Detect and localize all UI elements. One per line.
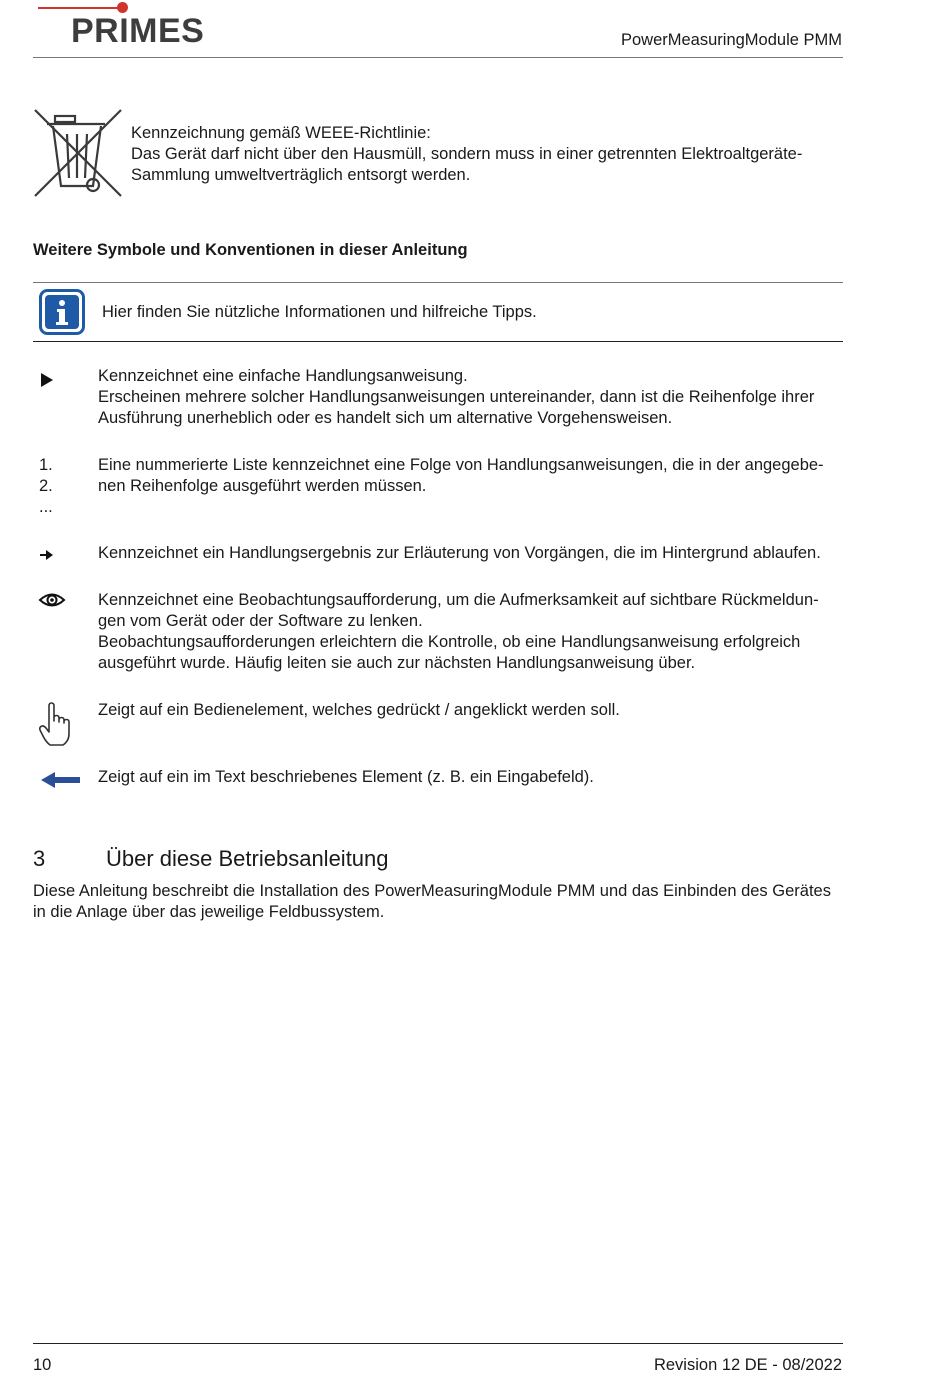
section-heading: Weitere Symbole und Konventionen in dieser Anleitung — [33, 241, 468, 259]
info-box-top-rule — [33, 282, 843, 283]
blue-arrow-left-icon — [41, 771, 81, 789]
pointer-text: Zeigt auf ein Bedienelement, welches gedrückt / angeklickt werden soll. — [98, 701, 620, 719]
revision-label: Revision 12 DE - 08/2022 — [653, 1356, 842, 1374]
chapter-body-text: Diese Anleitung beschreibt die Installation des PowerMeasuringModule PMM und das Einbinden des Gerätes in die Anlage über das jeweilige Feldbussystem. — [33, 882, 831, 921]
logo-wordmark: PRIMES — [71, 12, 205, 50]
numbered-list-text: Eine nummerierte Liste kennzeichnet eine Folge von Handlungsanweisungen, die in der angegebe- nen Reihenfolge ausgeführt werden müssen. — [98, 456, 824, 495]
numbered-list-markers: 1. 2. ... — [39, 456, 53, 516]
header-divider — [33, 57, 843, 58]
small-arrow-right-icon — [40, 546, 54, 558]
crossed-out-wheelie-bin-icon — [33, 108, 125, 200]
triangle-right-icon — [40, 372, 54, 386]
instruction-text: Kennzeichnet eine einfache Handlungsanweisung. Erscheinen mehrere solcher Handlungsanweisungen untereinander, dann ist die Reihenfolge ihrer Ausführung unerheblich oder es handelt sich um alternative Vorgehensweisen. — [98, 367, 815, 427]
info-icon — [39, 289, 85, 335]
observation-text: Kennzeichnet eine Beobachtungsaufforderung, um die Aufmerksamkeit auf sichtbare Rückmeldun- gen vom Gerät oder der Software zu lenken. Beobachtungsaufforderungen erleichtern die Kontrolle, ob eine Handlungsanweisung erfolgreich ausgeführt wurde. Häufig leiten sie auch zur nächsten Handlungsanweisung über. — [98, 591, 819, 672]
chapter-title: Über diese Betriebsanleitung — [106, 846, 389, 871]
info-box-bottom-rule — [33, 341, 843, 342]
weee-notice-text: Kennzeichnung gemäß WEEE-Richtlinie: Das Gerät darf nicht über den Hausmüll, sondern muss in einer getrennten Elektroaltgeräte- Sammlung umweltverträglich entsorgt werden. — [131, 124, 803, 184]
element-pointer-text: Zeigt auf ein im Text beschriebenes Element (z. B. ein Eingabefeld). — [98, 768, 594, 786]
chapter-number: 3 — [33, 846, 46, 871]
page-number: 10 — [33, 1356, 52, 1374]
eye-icon — [38, 591, 66, 609]
result-text: Kennzeichnet ein Handlungsergebnis zur Erläuterung von Vorgängen, die im Hintergrund ablaufen. — [98, 544, 821, 562]
footer-divider — [33, 1343, 843, 1344]
pointing-hand-icon — [37, 701, 75, 747]
info-box-text: Hier finden Sie nützliche Informationen und hilfreiche Tipps. — [102, 303, 537, 321]
logo-accent-line — [38, 7, 118, 9]
document-title: PowerMeasuringModule PMM — [620, 31, 842, 49]
